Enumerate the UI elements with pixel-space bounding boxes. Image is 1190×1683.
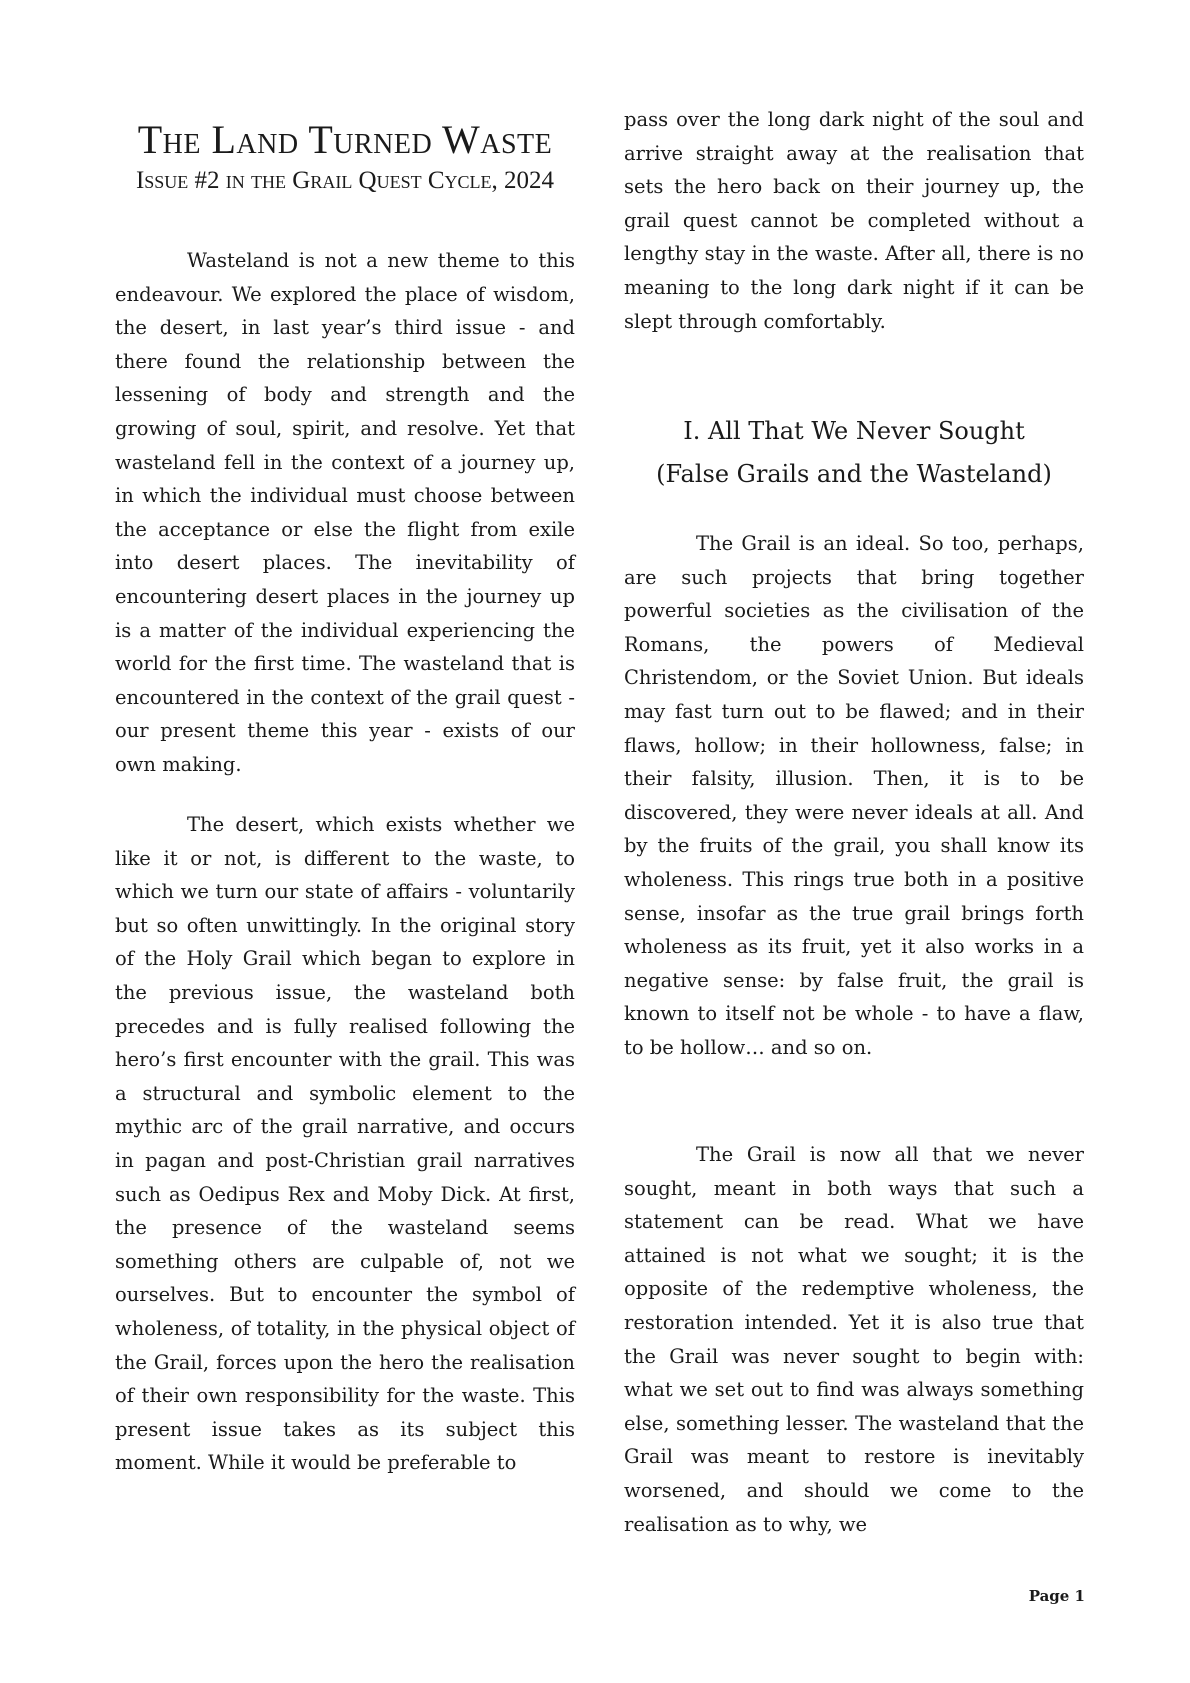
section-heading-title: I. All That We Never Sought: [683, 417, 1025, 445]
section-heading-subtitle: (False Grails and the Wasteland): [656, 460, 1052, 488]
page-number: Page 1: [1028, 1587, 1085, 1605]
page-title: The Land Turned Waste: [137, 117, 553, 162]
page-subtitle: Issue #2 in the Grail Quest Cycle, 2024: [135, 167, 555, 194]
title-block: [115, 116, 575, 198]
section-heading: [624, 410, 1084, 496]
body-paragraph: The desert, which exists whether we like it or not, is different to the waste, to which we turn our state of affairs - voluntarily but so often unwittingly. In the original story of the Holy Grail which began to explore in the previous issue, the wasteland both precedes and is fully realised following the hero’s first encounter with the grail. This was a structural and symbolic element to the mythic arc of the grail narrative, and occurs in pagan and post-Christian grail narratives such as Oedipus Rex and Moby Dick. At first, the presence of the wasteland seems something others are culpable of, not we ourselves. But to encounter the symbol of wholeness, of totality, in the physical object of the Grail, forces upon the hero the realisation of their own responsibility for the waste. This present issue takes as its subject this moment. While it would be preferable to: [115, 813, 575, 1475]
body-paragraph: Wasteland is not a new theme to this endeavour. We explored the place of wisdom, the desert, in last year’s third issue - and there found the relationship between the lessening of body and strength and the growing of soul, spirit, and resolve. Yet that wasteland fell in the context of a journey up, in which the individual must choose between the acceptance or else the flight from exile into desert places. The inevitability of encountering desert places in the journey up is a matter of the individual experiencing the world for the first time. The wasteland that is encountered in the context of the grail quest - our present theme this year - exists of our own making.: [115, 249, 575, 776]
continued-paragraph: pass over the long dark night of the soul and arrive straight away at the realisation that sets the hero back on their journey up, the grail quest cannot be completed without a lengthy stay in the waste. After all, there is no meaning to the long dark night if it can be slept through comfortably.: [624, 108, 1084, 333]
body-paragraph: The Grail is now all that we never sought, meant in both ways that such a statement can be read. What we have attained is not what we sought; it is the opposite of the redemptive wholeness, the restoration intended. Yet it is also true that the Grail was never sought to begin with: what we set out to find was always something else, something lesser. The wasteland that the Grail was meant to restore is inevitably worsened, and should we come to the realisation as to why, we: [624, 1143, 1084, 1536]
body-paragraph: The Grail is an ideal. So too, perhaps, are such projects that bring together powerful societies as the civilisation of the Romans, the powers of Medieval Christendom, or the Soviet Union. But ideals may fast turn out to be flawed; and in their flaws, hollow; in their hollowness, false; in their falsity, illusion. Then, it is to be discovered, they were never ideals at all. And by the fruits of the grail, you shall know its wholeness. This rings true both in a positive sense, insofar as the true grail brings forth wholeness as its fruit, yet it also works in a negative sense: by false fruit, the grail is known to itself not be whole - to have a flaw, to be hollow… and so on.: [624, 532, 1084, 1059]
